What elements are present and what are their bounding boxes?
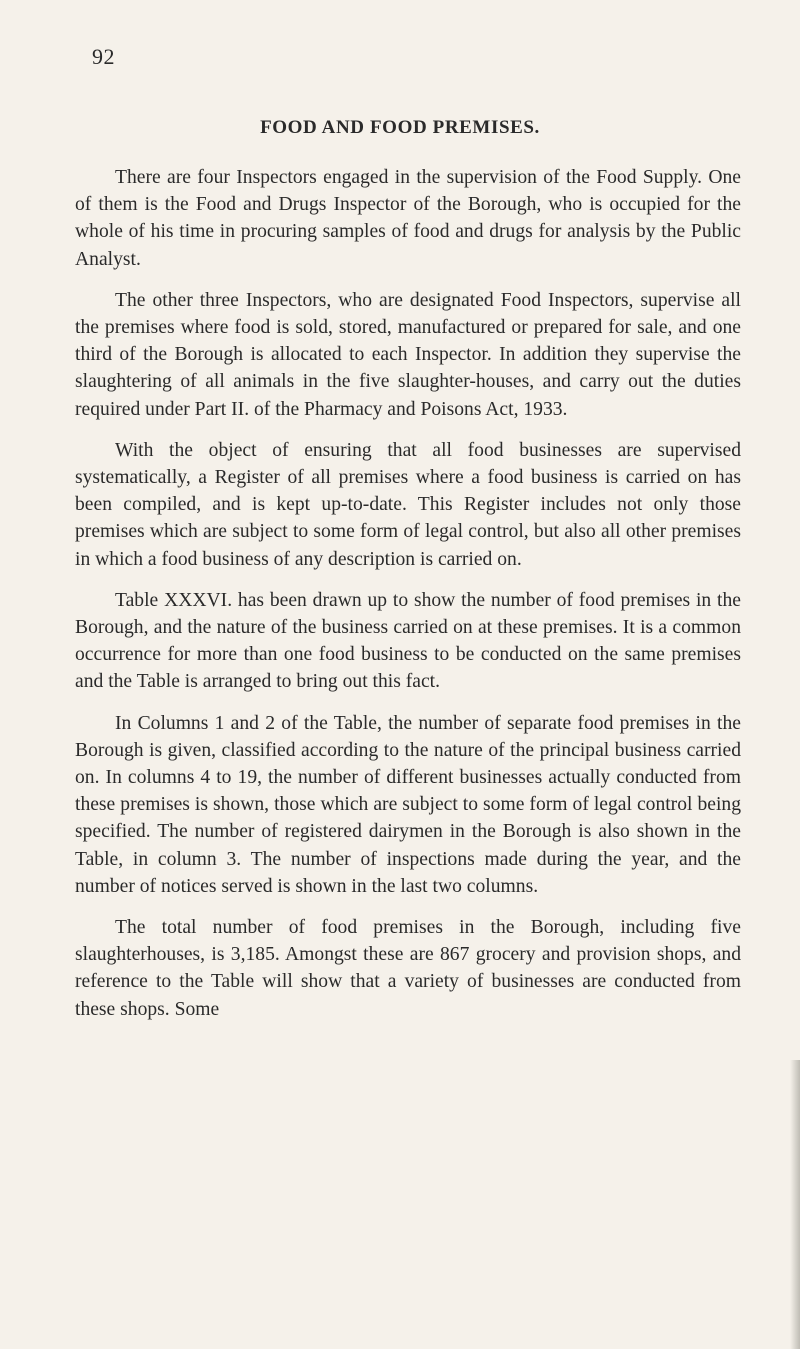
- page-edge-shadow: [790, 1060, 800, 1349]
- paragraph-inspectors: There are four Inspectors engaged in the supervision of the Food Supply. One of them is the Food and Drugs Inspector of the Borough, who is occupied for the whole of his time in procuring samples of food and drugs for analysis by the Public Analyst.: [75, 167, 741, 270]
- body-text: [75, 164, 741, 1037]
- paragraph-food-inspectors: The other three Inspectors, who are designated Food Inspectors, supervise all the premises where food is sold, stored, manufactured or prepared for sale, and one third of the Borough is allocated to each Inspector. In addition they supervise the slaughtering of all animals in the five slaughter-houses, and carry out the duties required under Part II. of the Pharmacy and Poisons Act, 1933.: [75, 289, 741, 420]
- page-title: FOOD AND FOOD PREMISES.: [260, 117, 540, 138]
- paragraph-table-xxxvi: Table XXXVI. has been drawn up to show the number of food premises in the Borough, and the nature of the business carried on at these premises. It is a common occurrence for more than one food business to be conducted on the same premises and the Table is arranged to bring out this fact.: [75, 589, 741, 693]
- paragraph-total-premises: The total number of food premises in the Borough, including five slaughterhouses, is 3,185. Amongst these are 867 grocery and provision shops, and reference to the Table will show that a variety of businesses are conducted from these shops. Some: [75, 917, 741, 1020]
- paragraph-columns: In Columns 1 and 2 of the Table, the number of separate food premises in the Borough is given, classified according to the nature of the principal business carried on. In columns 4 to 19, the number of different businesses actually conducted from these premises is shown, those which are subject to some form of legal control being specified. The number of registered dairymen in the Borough is also shown in the Table, in column 3. The number of inspections made during the year, and the number of notices served is shown in the last two columns.: [75, 712, 741, 897]
- paragraph-register: With the object of ensuring that all food businesses are supervised systematically, a Register of all premises where a food business is carried on has been compiled, and is kept up-to-date. This Register includes not only those premises which are subject to some form of legal control, but also all other premises in which a food business of any description is carried on.: [75, 439, 741, 570]
- page-number: 92: [92, 44, 115, 69]
